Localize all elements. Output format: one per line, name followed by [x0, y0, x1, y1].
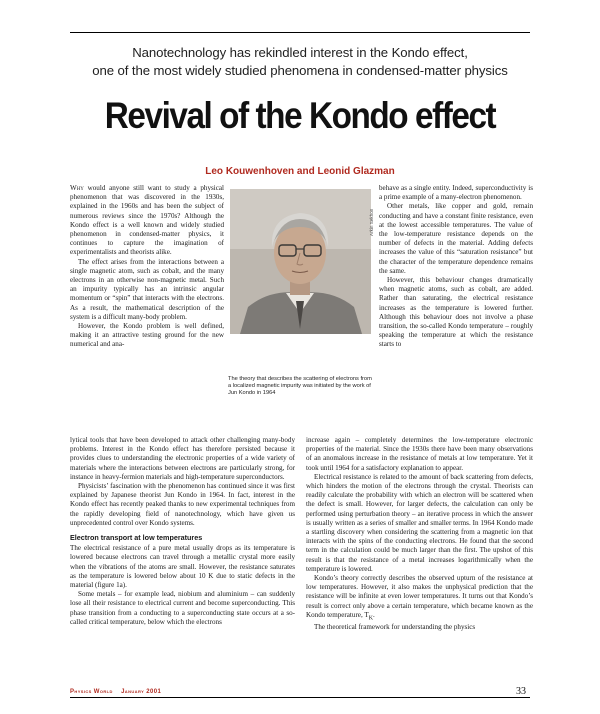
- top-rule: [70, 32, 530, 33]
- article-title: Revival of the Kondo effect: [104, 95, 496, 136]
- body-column-left-upper: [70, 184, 224, 350]
- portrait-photo: [230, 189, 371, 334]
- lead-in: Why: [70, 184, 84, 192]
- paragraph: Some metals – for example lead, niobium and aluminium – can suddenly lose all their resistance to electrical current and become superconducting. This phase transition from a conducting to a superconducting state occurs at a so-called critical temperature, below which the electrons: [70, 590, 295, 626]
- photo-credit: Arkin Sekhon: [369, 208, 374, 236]
- paragraph: Other metals, like copper and gold, remain conducting and have a constant finite resistance, even at the lowest accessible temperatures. The value of the low-temperature resistance depends on the number of defects in the material. Adding defects increases the value of this “saturation resistance” but the character of the temperature dependence remains the same.: [379, 202, 533, 275]
- paragraph: However, the Kondo problem is well defined, making it an attractive testing ground for the new numerical and ana-: [70, 322, 224, 349]
- paragraph-intro: [70, 184, 224, 258]
- paragraph: The effect arises from the interactions between a single magnetic atom, such as cobalt, and the many electrons in an otherwise non-magnetic metal. Such an impurity typically has an intrinsic angular momentum or “spin” that interacts with the electrons. As a result, the mathematical description of the system is a difficult many-body problem.: [70, 257, 224, 321]
- paragraph: increase again – completely determines the low-temperature electronic properties of the material. Since the 1930s there have been many observations of an anomalous increase in the resistance of metals at low temperature. Yet it took until 1964 for a satisfactory explanation to appear.: [306, 436, 533, 472]
- photo-caption: The theory that describes the scattering of electrons from a localized magnetic impurity was initiated by the work of Jun Kondo in 1964: [228, 376, 372, 396]
- paragraph: behave as a single entity. Indeed, superconductivity is a prime example of a many-electron phenomenon.: [379, 184, 533, 202]
- standfirst-line-2: one of the most widely studied phenomena in condensed-matter physics: [92, 63, 508, 78]
- paragraph-text: would anyone still want to study a physical phenomenon that was discovered in the 1930s, explained in the 1960s and has been the subject of numerous reviews since the 1970s? Although the Kondo effect is a well known and widely studied phenomenon in condensed-matter physics, it continues to capture the imagination of experimentalists and theorists alike.: [70, 184, 224, 257]
- paragraph-text: Kondo’s theory correctly describes the observed upturn of the resistance at low temperatures. However, it also makes the unphysical prediction that the resistance will be infinite at even lower temperatures. It turns out that Kondo’s result is correct only above a certain temperature, which became known as the Kondo temperature, T: [306, 574, 533, 619]
- page-number: 33: [516, 686, 526, 697]
- paragraph: lytical tools that have been developed to attack other challenging many-body problems. Interest in the Kondo effect has therefore persisted because it provides clues to understanding the electronic properties of a wide variety of materials where the interactions between electrons are particularly strong, for instance in heavy-fermion materials and high-temperature superconductors.: [70, 436, 295, 481]
- sentence-end: .: [372, 610, 375, 619]
- paragraph: However, this behaviour changes dramatically when magnetic atoms, such as cobalt, are added. Rather than saturating, the electrical resistance increases as the temperature is lowered further. Although this behaviour does not involve a phase transition, the so-called Kondo temperature – roughly speaking the temperature at which the resistance starts to: [379, 276, 533, 349]
- paragraph: The electrical resistance of a pure metal usually drops as its temperature is lowered because electrons can travel through a metallic crystal more easily when the vibrations of the atoms are small. However, the resistance saturates as the temperature is lowered below about 10 K due to static defects in the material (figure 1a).: [70, 544, 295, 590]
- paragraph: The theoretical framework for understanding the physics: [314, 623, 476, 632]
- body-column-left-lower: [70, 436, 295, 627]
- journal-name: Physics World: [70, 689, 113, 695]
- section-heading: Electron transport at low temperatures: [70, 533, 203, 543]
- paragraph: Electrical resistance is related to the amount of back scattering from defects, which hinders the motion of the electrons through the crystal. Theorists can readily calculate the probability with which an electron will be scattered when the defect is small. However, for larger defects, the calculation can only be performed using perturbation theory – an iterative process in which the answer is usually written as a series of smaller and smaller terms. In 1964 Kondo made a startling discovery when considering the scattering from a magnetic ion that interacts with the spins of the conducting electrons. He found that the second term in the calculation could be much larger than the first. The upshot of this result is that the resistance of a metal increases logarithmically when the temperature is lowered.: [306, 472, 533, 573]
- body-column-right-lower: [306, 436, 533, 633]
- paragraph: [306, 574, 533, 623]
- portrait-illustration: [230, 189, 371, 334]
- footer-journal: [70, 689, 161, 695]
- issue-date: January 2001: [121, 689, 162, 695]
- paragraph: Physicists’ fascination with the phenomenon has continued since it was first explained by Japanese theorist Jun Kondo in 1964. In fact, interest in the Kondo effect has recently peaked thanks to new experimental techniques from the rapidly developing field of nanotechnology, which have given us unprecedented control over Kondo systems.: [70, 482, 295, 527]
- body-column-right-upper: [379, 184, 533, 350]
- standfirst-line-1: Nanotechnology has rekindled interest in the Kondo effect,: [132, 45, 468, 60]
- article-authors: Leo Kouwenhoven and Leonid Glazman: [205, 166, 395, 177]
- bottom-rule: [70, 697, 530, 698]
- kondo-temperature-subscript: K: [368, 615, 373, 622]
